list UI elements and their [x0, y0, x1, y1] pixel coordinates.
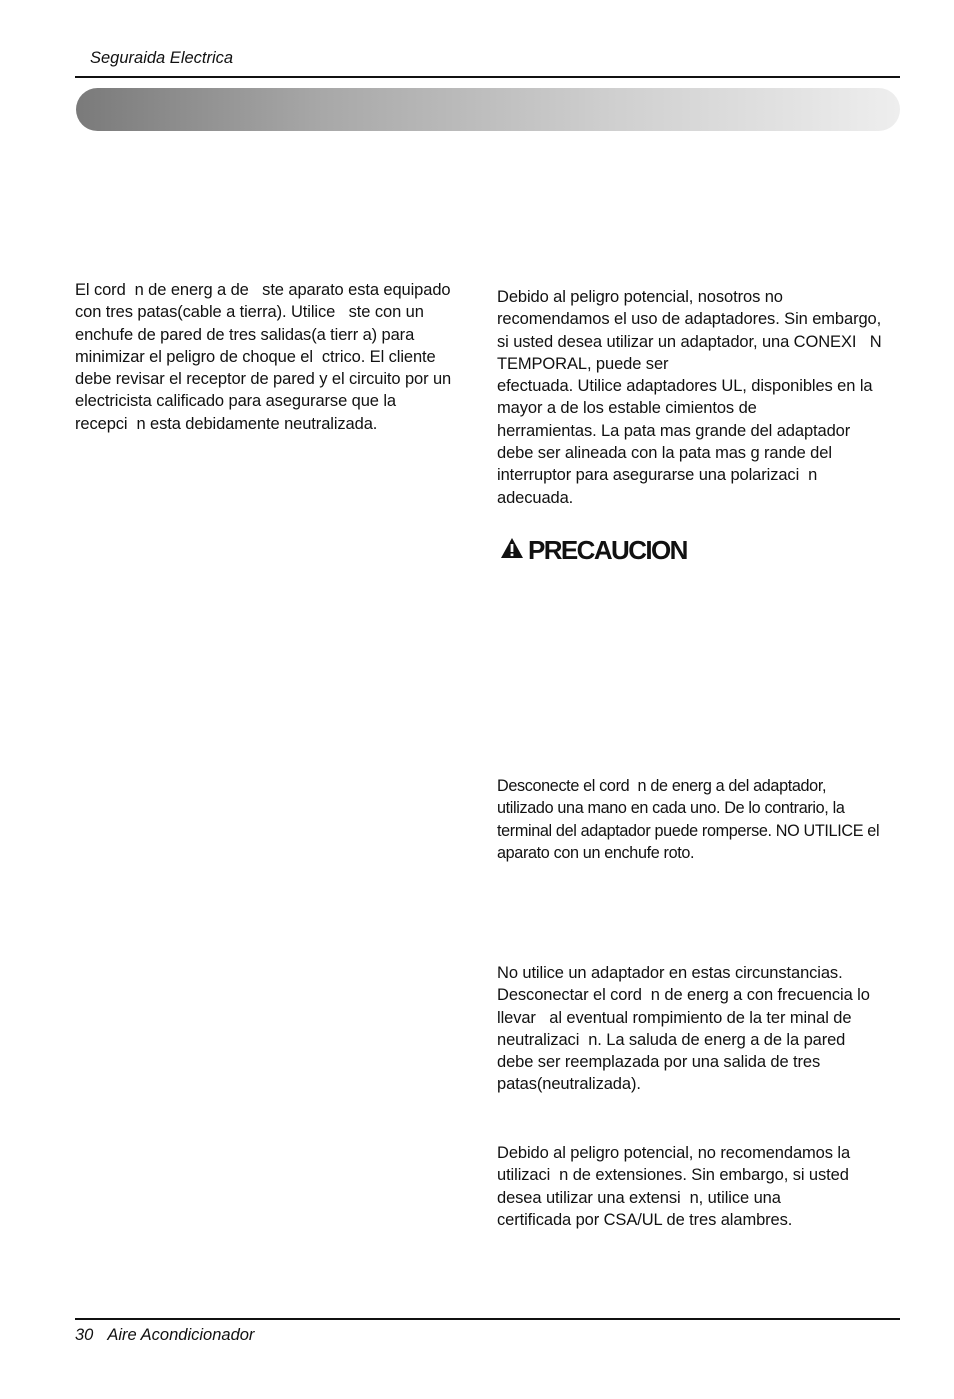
- text-line: certificada por CSA/UL de tres alambres.: [497, 1210, 793, 1229]
- text-line: con tres patas(cable a tierra). Utilice ste con un: [75, 303, 424, 322]
- warning-triangle-icon: [500, 537, 524, 564]
- text-line: patas(neutralizada).: [497, 1075, 641, 1094]
- text-line: enchufe de pared de tres salidas(a tierr a) para: [75, 325, 415, 344]
- text-line: utilizado una mano en cada uno. De lo contrario, la: [497, 799, 845, 818]
- text-line: interruptor para asegurarse una polarizaci n: [497, 466, 818, 485]
- text-line: adecuada.: [497, 488, 574, 507]
- text-line: mayor a de los estable cimientos de: [497, 399, 757, 418]
- text-line: El cord n de energ a de ste aparato esta equipado: [75, 281, 451, 299]
- text-line: TEMPORAL, puede ser: [497, 354, 669, 373]
- text-line: neutralizaci n. La saluda de energ a de la pared: [497, 1030, 846, 1049]
- disconnect-paragraph: [497, 775, 917, 864]
- text-line: Desconecte el cord n de energ a del adaptador,: [497, 777, 827, 795]
- text-line: aparato con un enchufe roto.: [497, 843, 695, 862]
- text-line: No utilice un adaptador en estas circunstancias.: [497, 964, 843, 982]
- caution-label: PRECAUCION: [528, 535, 687, 565]
- text-line: llevar al eventual rompimiento de la ter minal de: [497, 1008, 852, 1027]
- text-line: debe ser reemplazada por una salida de tres: [497, 1053, 821, 1072]
- text-line: debe revisar el receptor de pared y el circuito por un: [75, 370, 452, 389]
- text-line: efectuada. Utilice adaptadores UL, disponibles en la: [497, 377, 873, 396]
- text-line: electricista calificado para asegurarse que la: [75, 392, 396, 411]
- grounding-paragraph: [75, 279, 475, 435]
- page-footer: [75, 1325, 254, 1345]
- text-line: herramientas. La pata mas grande del adaptador: [497, 421, 851, 440]
- extension-paragraph: [497, 1142, 917, 1231]
- section-banner: [76, 88, 900, 131]
- adapter-paragraph: [497, 286, 917, 509]
- text-line: debe ser alineada con la pata mas g rande del: [497, 444, 832, 463]
- text-line: utilizaci n de extensiones. Sin embargo, si usted: [497, 1166, 849, 1185]
- page-number: 30: [75, 1326, 94, 1344]
- text-line: terminal del adaptador puede romperse. NO UTILICE el: [497, 821, 880, 840]
- text-line: desea utilizar una extensi n, utilice una: [497, 1188, 781, 1207]
- text-line: si usted desea utilizar un adaptador, una CONEXI N: [497, 332, 882, 351]
- text-line: Debido al peligro potencial, no recomendamos la: [497, 1144, 851, 1162]
- header-rule: [75, 76, 900, 78]
- text-line: recepci n esta debidamente neutralizada.: [75, 414, 378, 433]
- text-line: recomendamos el uso de adaptadores. Sin embargo,: [497, 310, 882, 329]
- circumstances-paragraph: [497, 962, 917, 1096]
- footer-title: Aire Acondicionador: [107, 1326, 255, 1344]
- caution-heading: [500, 535, 687, 565]
- text-line: Desconectar el cord n de energ a con frecuencia lo: [497, 986, 870, 1005]
- text-line: minimizar el peligro de choque el ctrico. El cliente: [75, 347, 436, 366]
- text-line: Debido al peligro potencial, nosotros no: [497, 288, 783, 306]
- header-title: Seguraida Electrica: [90, 49, 234, 67]
- footer-rule: [75, 1318, 900, 1320]
